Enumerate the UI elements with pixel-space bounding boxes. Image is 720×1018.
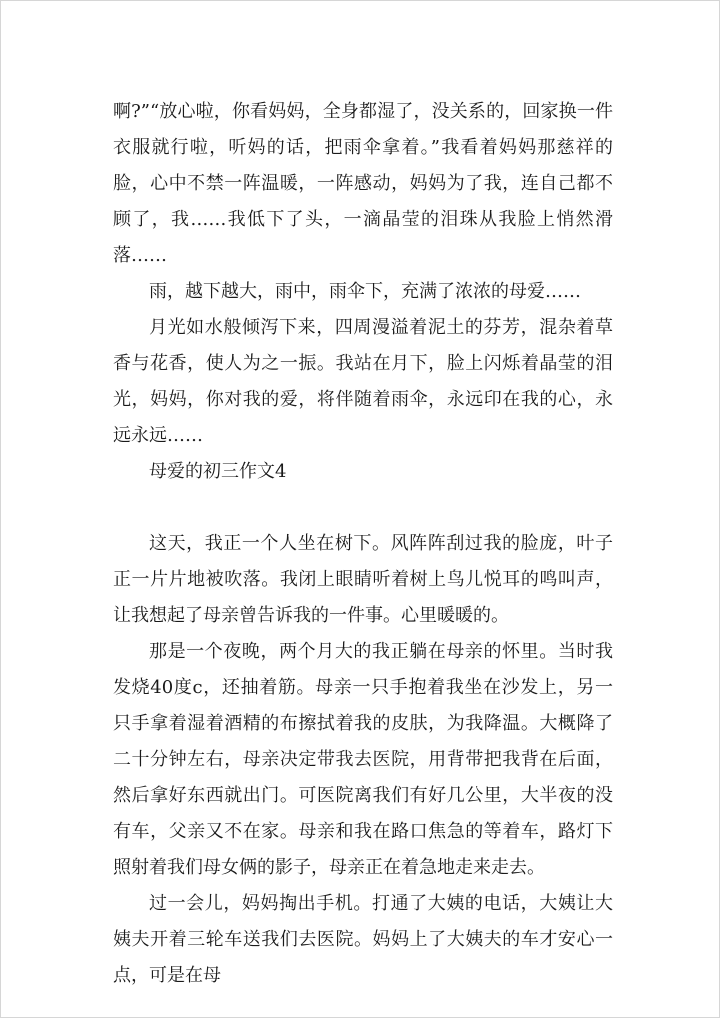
document-body [113, 94, 613, 994]
section-heading: 母爱的初三作文4 [149, 461, 287, 482]
paragraph-3: 月光如水般倾泻下来，四周漫溢着泥土的芬芳，混杂着草香与花香，使人为之一振。我站在月下，脸上闪烁着晶莹的泪光，妈妈，你对我的爱，将伴随着雨伞，永远印在我的心，永远永远…… [113, 317, 613, 446]
paragraph-5: 那是一个夜晚，两个月大的我正躺在母亲的怀里。当时我发烧40度c，还抽着筋。母亲一只手抱着我坐在沙发上，另一只手拿着湿着酒精的布擦拭着我的皮肤，为我降温。大概降了二十分钟左右，母亲决定带我去医院，用背带把我背在后面，然后拿好东西就出门。可医院离我们有好几公里，大半夜的没有车，父亲又不在家。母亲和我在路口焦急的等着车，路灯下照射着我们母女俩的影子，母亲正在着急地走来走去。 [113, 641, 613, 878]
paragraph-6: 过一会儿，妈妈掏出手机。打通了大姨的电话，大姨让大姨夫开着三轮车送我们去医院。妈妈上了大姨夫的车才安心一点，可是在母 [113, 893, 613, 986]
paragraph-2: 雨，越下越大，雨中，雨伞下，充满了浓浓的母爱…… [149, 281, 581, 302]
paragraph-4: 这天，我正一个人坐在树下。风阵阵刮过我的脸庞，叶子正一片片地被吹落。我闭上眼睛听着树上鸟儿悦耳的鸣叫声，让我想起了母亲曾告诉我的一件事。心里暖暖的。 [113, 533, 613, 626]
paragraph-1: 啊?”“放心啦，你看妈妈，全身都湿了，没关系的，回家换一件衣服就行啦，听妈的话，把雨伞拿着。”我看着妈妈那慈祥的脸，心中不禁一阵温暖，一阵感动，妈妈为了我，连自己都不顾了，我……我低下了头，一滴晶莹的泪珠从我脸上悄然滑落…… [113, 101, 613, 266]
